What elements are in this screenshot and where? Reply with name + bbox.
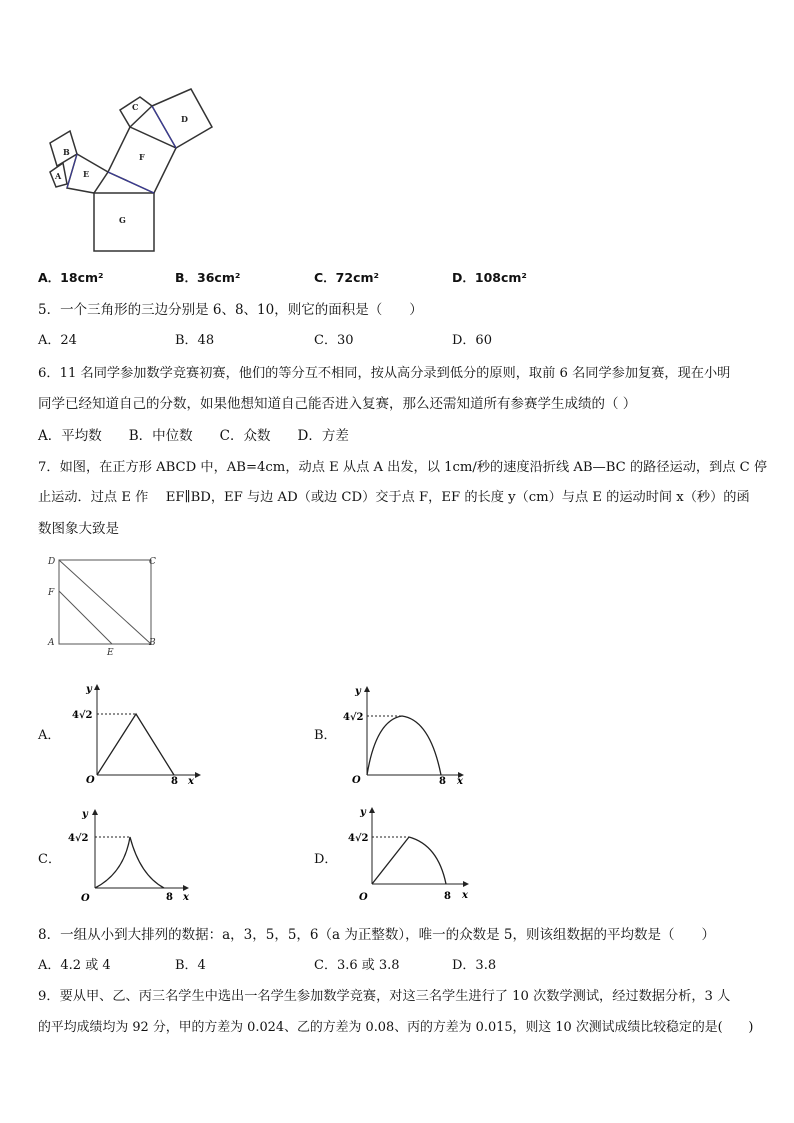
q7-graph-b[interactable] <box>340 680 480 785</box>
q8-option-b[interactable]: B．4 <box>175 958 206 973</box>
svg-text:8: 8 <box>166 892 173 903</box>
label-B: B <box>63 147 70 157</box>
svg-text:O: O <box>81 893 90 904</box>
segment-ef <box>59 591 112 644</box>
graph-curve <box>409 837 446 884</box>
q5-option-b[interactable]: B．48 <box>175 333 215 348</box>
q4-option-c[interactable]: C．72cm² <box>314 270 379 285</box>
svg-text:4√2: 4√2 <box>348 833 369 844</box>
q8-stem: 8．一组从小到大排列的数据：a，3，5，5，6（a 为正整数），唯一的众数是 5，则该组数据的平均数是（ ） <box>38 927 715 943</box>
graph-line <box>97 714 174 775</box>
q6-options[interactable]: A．平均数 B．中位数 C．众数 D．方差 <box>38 428 349 444</box>
q7-stem-line3: 数图象大致是 <box>38 521 119 537</box>
svg-text:y: y <box>82 809 88 820</box>
svg-text:4√2: 4√2 <box>68 833 89 844</box>
svg-text:y: y <box>86 684 92 695</box>
q8-option-c[interactable]: C．3.6 或 3.8 <box>314 958 400 973</box>
svg-text:O: O <box>359 892 368 903</box>
q4-option-d[interactable]: D．108cm² <box>452 270 527 285</box>
svg-text:8: 8 <box>171 776 178 785</box>
q5-option-d[interactable]: D．60 <box>452 333 492 348</box>
svg-text:O: O <box>352 775 361 785</box>
q7-stem-line2: 止运动．过点 E 作 EF∥BD，EF 与边 AD（或边 CD）交于点 F，EF 的长度 y（cm）与点 E 的运动时间 x（秒）的函 <box>38 490 750 505</box>
label-C: C <box>149 557 156 567</box>
svg-text:4√2: 4√2 <box>72 710 93 721</box>
q7-graph-a[interactable] <box>70 680 210 785</box>
svg-text:4√2: 4√2 <box>343 712 364 723</box>
q7-graph-d[interactable] <box>342 803 482 908</box>
q7-stem-line1: 7．如图，在正方形 ABCD 中，AB=4cm，动点 E 从点 A 出发，以 1cm/秒的速度沿折线 AB—BC 的路径运动，到点 C 停 <box>38 460 768 475</box>
q8-option-d[interactable]: D．3.8 <box>452 958 497 973</box>
q9-stem-line2: 的平均成绩均为 92 分，甲的方差为 0.024、乙的方差为 0.08、丙的方差为 0.015，则这 10 次测试成绩比较稳定的是( ) <box>38 1020 754 1035</box>
pythagoras-squares-figure <box>0 0 260 260</box>
q4-option-a[interactable]: A．18cm² <box>38 270 104 285</box>
graph-curve <box>367 716 441 775</box>
label-E: E <box>83 169 90 179</box>
label-D: D <box>181 114 188 124</box>
label-D: D <box>48 557 56 567</box>
graph-line <box>372 837 409 884</box>
q9-stem-line1: 9．要从甲、乙、丙三名学生中选出一名学生参加数学竞赛，对这三名学生进行了 10 次数学测试，经过数据分析，3 人 <box>38 989 731 1004</box>
graph-curve <box>95 837 164 888</box>
svg-text:8: 8 <box>439 776 446 785</box>
diagonal-F <box>108 172 154 193</box>
label-A: A <box>48 638 55 648</box>
square-abcd-figure <box>40 552 170 662</box>
svg-text:O: O <box>86 775 95 785</box>
q5-option-a[interactable]: A．24 <box>38 333 77 348</box>
q6-stem-line1: 6．11 名同学参加数学竞赛初赛，他们的等分互不相同，按从高分录到低分的原则，取前 6 名同学参加复赛，现在小明 <box>38 366 731 381</box>
q5-option-c[interactable]: C．30 <box>314 333 354 348</box>
svg-text:x: x <box>183 892 189 903</box>
q7-graph-c[interactable] <box>62 803 202 908</box>
q7-option-b-letter[interactable]: B． <box>314 728 337 743</box>
svg-text:x: x <box>457 776 463 785</box>
label-C: C <box>132 102 139 112</box>
q7-option-d-letter[interactable]: D． <box>314 852 338 867</box>
q8-option-a[interactable]: A．4.2 或 4 <box>38 958 111 973</box>
q4-option-b[interactable]: B．36cm² <box>175 270 241 285</box>
label-E: E <box>107 648 114 658</box>
svg-text:x: x <box>462 890 468 901</box>
q7-option-c-letter[interactable]: C． <box>38 852 61 867</box>
q7-option-a-letter[interactable]: A． <box>38 728 61 743</box>
label-F: F <box>139 152 145 162</box>
svg-text:8: 8 <box>444 891 451 902</box>
svg-text:x: x <box>188 776 194 785</box>
q6-stem-line2: 同学已经知道自己的分数，如果他想知道自己能否进入复赛，那么还需知道所有参赛学生成绩的（ ） <box>38 396 637 412</box>
diagonal-bd <box>59 560 151 644</box>
svg-text:y: y <box>355 686 361 697</box>
label-G: G <box>119 215 126 225</box>
label-F: F <box>48 588 55 598</box>
label-B: B <box>149 638 156 648</box>
label-A: A <box>55 171 62 181</box>
svg-text:y: y <box>360 807 366 818</box>
q5-stem: 5．一个三角形的三边分别是 6、8、10，则它的面积是（ ） <box>38 302 423 318</box>
